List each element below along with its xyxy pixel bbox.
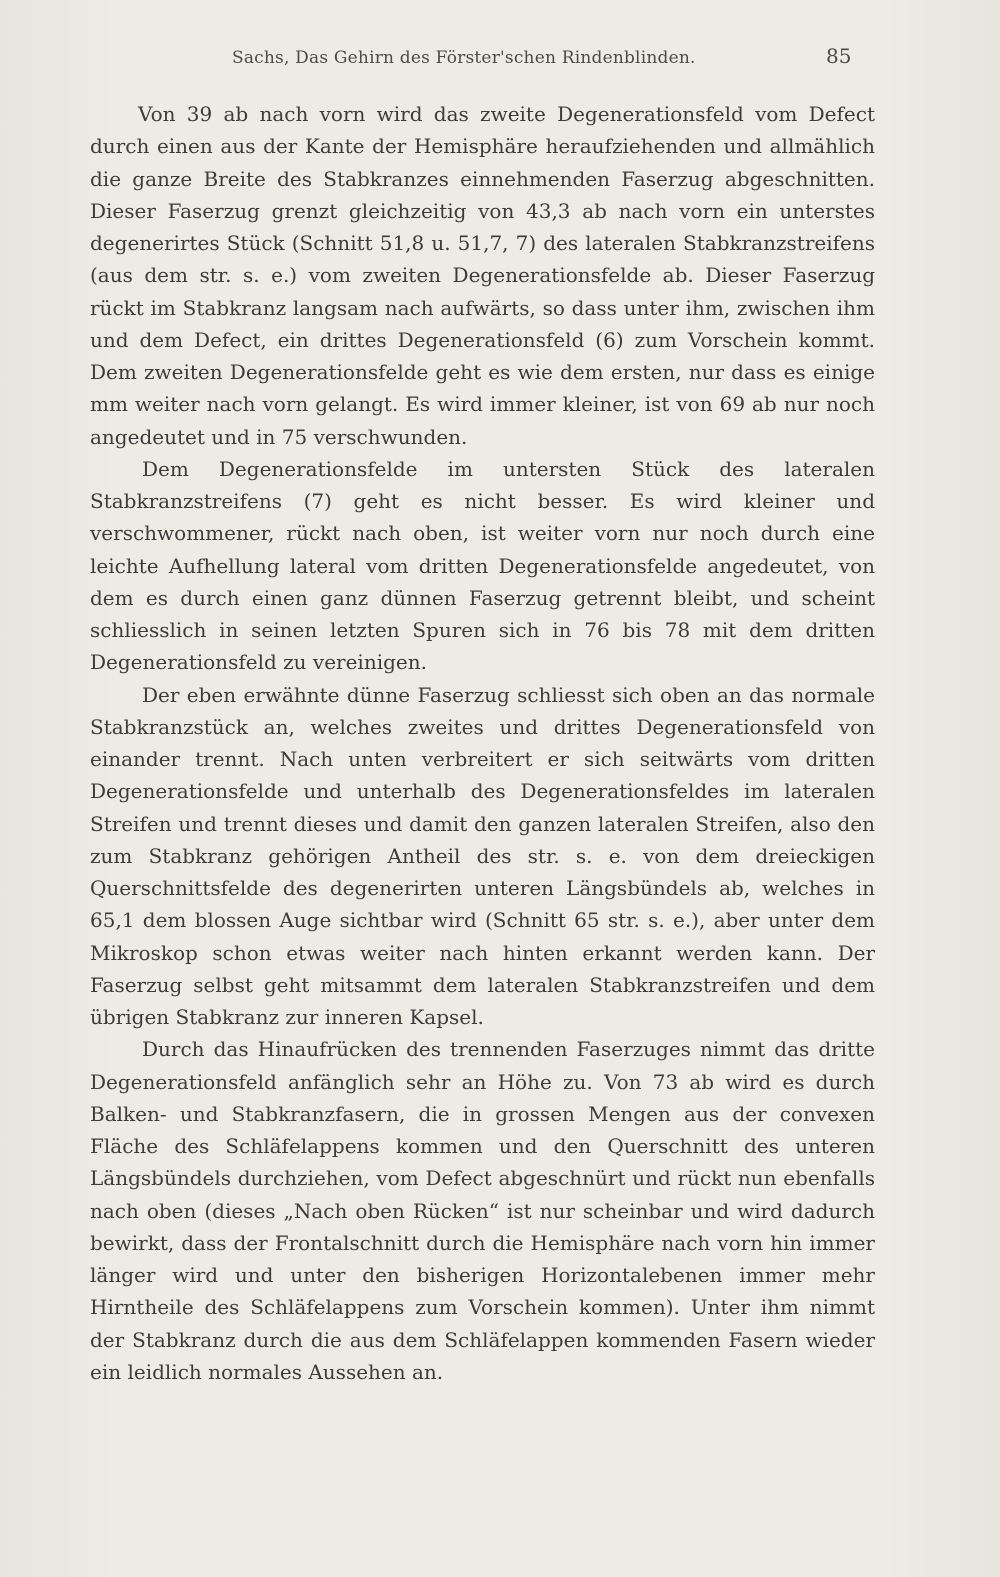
running-title: Sachs, Das Gehirn des Förster'schen Rindenblinden. xyxy=(232,48,696,68)
paragraph-3: Der eben erwähnte dünne Faserzug schliesst sich oben an das normale Stabkranzstück an, welches zweites und drittes Degenerationsfeld von einander trennt. Nach unten verbreitert er sich seitwärts vom dritten Degenerationsfelde und unterhalb des Degenerationsfeldes im lateralen Streifen und trennt dieses und damit den ganzen lateralen Streifen, also den zum Stabkranz gehörigen Antheil des str. s. e. von dem dreieckigen Querschnittsfelde des degenerirten unteren Längsbündels ab, welches in 65,1 dem blossen Auge sichtbar wird (Schnitt 65 str. s. e.), aber unter dem Mikroskop schon etwas weiter nach hinten erkannt werden kann. Der Faserzug selbst geht mitsammt dem lateralen Stabkranzstreifen und dem übrigen Stabkranz zur inneren Kapsel. xyxy=(90,682,875,1029)
main-text xyxy=(90,98,875,1388)
paragraph-1: Von 39 ab nach vorn wird das zweite Degenerationsfeld vom Defect durch einen aus der Kante der Hemisphäre heraufziehenden und allmählich die ganze Breite des Stabkranzes einnehmenden Faserzug abgeschnitten. Dieser Faserzug grenzt gleichzeitig von 43,3 ab nach vorn ein unterstes degenerirtes Stück (Schnitt 51,8 u. 51,7, 7) des lateralen Stabkranzstreifens (aus dem str. s. e.) vom zweiten Degenerationsfelde ab. Dieser Faserzug rückt im Stabkranz langsam nach aufwärts, so dass unter ihm, zwischen ihm und dem Defect, ein drittes Degenerationsfeld (6) zum Vorschein kommt. Dem zweiten Degenerationsfelde geht es wie dem ersten, nur dass es einige mm weiter nach vorn gelangt. Es wird immer kleiner, ist von 69 ab nur noch angedeutet und in 75 verschwunden. xyxy=(90,102,875,449)
paragraph-4: Durch das Hinaufrücken des trennenden Faserzuges nimmt das dritte Degenerationsfeld anfänglich sehr an Höhe zu. Von 73 ab wird es durch Balken- und Stabkranzfasern, die in grossen Mengen aus der convexen Fläche des Schläfelappens kommen und den Querschnitt des unteren Längsbündels durchziehen, vom Defect abgeschnürt und rückt nun ebenfalls nach oben (dieses „Nach oben Rücken“ ist nur scheinbar und wird dadurch bewirkt, dass der Frontalschnitt durch die Hemisphäre nach vorn hin immer länger wird und unter den bisherigen Horizontalebenen immer mehr Hirntheile des Schläfelappens zum Vorschein kommen). Unter ihm nimmt der Stabkranz durch die aus dem Schläfelappen kommenden Fasern wieder ein leidlich normales Aussehen an. xyxy=(90,1037,875,1384)
paragraph-2: Dem Degenerationsfelde im untersten Stück des lateralen Stabkranzstreifens (7) geht es nicht besser. Es wird kleiner und verschwommener, rückt nach oben, ist weiter vorn nur noch durch eine leichte Aufhellung lateral vom dritten Degenerationsfelde angedeutet, von dem es durch einen ganz dünnen Faserzug getrennt bleibt, und scheint schliesslich in seinen letzten Spuren sich in 76 bis 78 mit dem dritten Degenerationsfeld zu vereinigen. xyxy=(90,456,875,675)
page-number: 85 xyxy=(826,44,852,68)
page-header xyxy=(0,0,1000,100)
